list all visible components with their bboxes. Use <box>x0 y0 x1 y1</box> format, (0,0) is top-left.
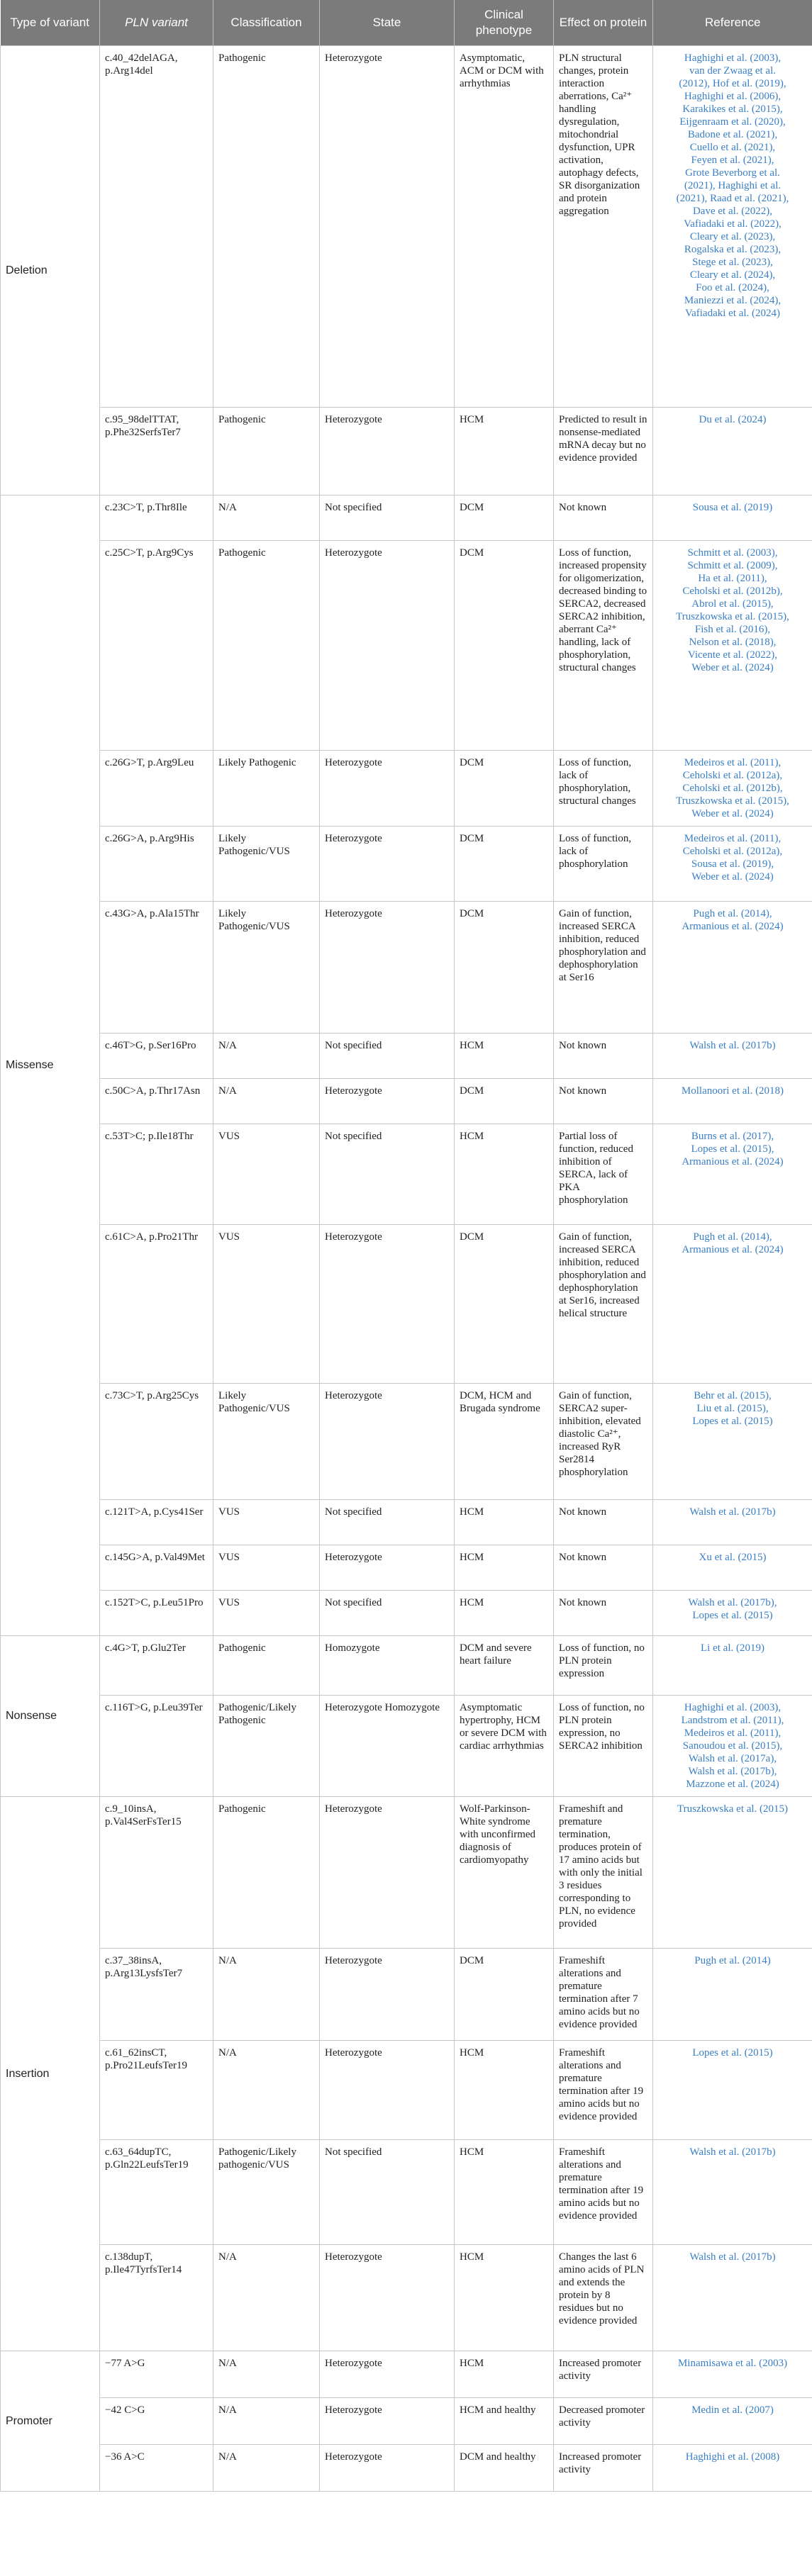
state-cell: Heterozygote <box>320 1079 455 1124</box>
pln-variant-cell: c.138dupT, p.Ile47TyrfsTer14 <box>100 2245 213 2351</box>
reference-link[interactable]: Pugh et al. (2014), <box>693 1231 772 1243</box>
clinical-phenotype-cell: DCM <box>455 495 554 541</box>
state-cell: Heterozygote <box>320 1384 455 1500</box>
effect-on-protein-cell: Frameshift alterations and premature termination after 19 amino acids but no evidence provided <box>554 2041 653 2140</box>
clinical-phenotype-cell: HCM <box>455 2140 554 2245</box>
reference-cell <box>653 1079 812 1124</box>
reference-cell <box>653 495 812 541</box>
reference-link[interactable]: Armanious et al. (2024) <box>682 921 784 932</box>
clinical-phenotype-cell: DCM and severe heart failure <box>455 1636 554 1696</box>
clinical-phenotype-cell: HCM <box>455 1545 554 1591</box>
header-reference: Reference <box>653 0 812 46</box>
reference-link[interactable]: Landstrom et al. (2011), <box>681 1715 784 1726</box>
classification-cell: Pathogenic <box>213 408 320 495</box>
reference-cell <box>653 1591 812 1636</box>
reference-link[interactable]: Medeiros et al. (2011), <box>684 833 782 844</box>
pln-variant-cell: c.121T>A, p.Cys41Ser <box>100 1500 213 1545</box>
header-state: State <box>320 0 455 46</box>
reference-link[interactable]: Weber et al. (2024) <box>691 871 774 883</box>
reference-cell <box>653 1384 812 1500</box>
reference-link[interactable]: Truszkowska et al. (2015), <box>676 611 789 622</box>
effect-on-protein-cell: Not known <box>554 1545 653 1591</box>
state-cell: Heterozygote <box>320 2398 455 2445</box>
reference-link[interactable]: Walsh et al. (2017b) <box>689 1040 776 1051</box>
state-cell: Heterozygote <box>320 1797 455 1949</box>
reference-link[interactable]: Vafiadaki et al. (2022), <box>684 218 782 230</box>
table-row <box>1 495 812 541</box>
table-row <box>1 2245 812 2351</box>
state-cell: Heterozygote <box>320 1545 455 1591</box>
reference-link[interactable]: Medeiros et al. (2011), <box>684 1727 782 1739</box>
table-row <box>1 2140 812 2245</box>
reference-link[interactable]: Mazzone et al. (2024) <box>686 1779 779 1790</box>
clinical-phenotype-cell: HCM <box>455 2245 554 2351</box>
classification-cell: N/A <box>213 2245 320 2351</box>
pln-variant-cell: c.26G>A, p.Arg9His <box>100 827 213 902</box>
effect-on-protein-cell: Decreased promoter activity <box>554 2398 653 2445</box>
reference-cell <box>653 1696 812 1797</box>
pln-variant-cell: c.46T>G, p.Ser16Pro <box>100 1034 213 1079</box>
reference-link[interactable]: Lopes et al. (2015) <box>692 1416 773 1427</box>
classification-cell: VUS <box>213 1124 320 1225</box>
reference-link[interactable]: Behr et al. (2015), <box>694 1390 772 1401</box>
classification-cell: Pathogenic <box>213 1636 320 1696</box>
state-cell: Homozygote <box>320 1636 455 1696</box>
classification-cell: Likely Pathogenic/VUS <box>213 827 320 902</box>
reference-link[interactable]: Du et al. (2024) <box>699 414 767 425</box>
reference-link[interactable]: Karakikes et al. (2015), <box>682 103 783 115</box>
pln-variant-cell: c.26G>T, p.Arg9Leu <box>100 751 213 827</box>
effect-on-protein-cell: Not known <box>554 495 653 541</box>
pln-variant-cell: c.23C>T, p.Thr8Ile <box>100 495 213 541</box>
reference-link[interactable]: Schmitt et al. (2009), <box>687 560 778 571</box>
reference-link[interactable]: Fish et al. (2016), <box>694 624 771 635</box>
reference-link[interactable]: Ha et al. (2011), <box>698 573 767 584</box>
header-classification: Classification <box>213 0 320 46</box>
reference-link[interactable]: Walsh et al. (2017b) <box>689 1506 776 1518</box>
reference-link[interactable]: Stege et al. (2023), <box>692 257 773 268</box>
effect-on-protein-cell: Loss of function, increased propensity for oligomerization, decreased binding to SERCA2, decreased SERCA2 inhibition, aberrant Ca²⁺ handling, lack of phosphorylation, structural changes <box>554 541 653 751</box>
pln-variant-cell: −77 A>G <box>100 2351 213 2398</box>
effect-on-protein-cell: Not known <box>554 1034 653 1079</box>
clinical-phenotype-cell: Asymptomatic hypertrophy, HCM or severe DCM with cardiac arrhythmias <box>455 1696 554 1797</box>
reference-link[interactable]: Xu et al. (2015) <box>699 1552 767 1563</box>
reference-link[interactable]: van der Zwaag et al. <box>689 65 777 77</box>
classification-cell: VUS <box>213 1545 320 1591</box>
reference-cell <box>653 1545 812 1591</box>
reference-link[interactable]: Vicente et al. (2022), <box>687 649 778 661</box>
effect-on-protein-cell: Not known <box>554 1591 653 1636</box>
clinical-phenotype-cell: Asymptomatic, ACM or DCM with arrhythmias <box>455 46 554 408</box>
reference-link[interactable]: Medeiros et al. (2011), <box>684 757 782 768</box>
clinical-phenotype-cell: DCM <box>455 751 554 827</box>
effect-on-protein-cell: Frameshift alterations and premature termination after 7 amino acids but no evidence provided <box>554 1949 653 2041</box>
pln-variant-cell: c.73C>T, p.Arg25Cys <box>100 1384 213 1500</box>
table-row <box>1 2351 812 2398</box>
table-row <box>1 1696 812 1797</box>
pln-variant-cell: c.9_10insA, p.Val4SerFsTer15 <box>100 1797 213 1949</box>
effect-on-protein-cell: Partial loss of function, reduced inhibition of SERCA, lack of PKA phosphorylation <box>554 1124 653 1225</box>
reference-link[interactable]: (2012), Hof et al. (2019), <box>679 78 786 89</box>
classification-cell: N/A <box>213 2398 320 2445</box>
state-cell: Heterozygote <box>320 408 455 495</box>
pln-variant-cell: c.116T>G, p.Leu39Ter <box>100 1696 213 1797</box>
reference-cell <box>653 1034 812 1079</box>
effect-on-protein-cell: Frameshift alterations and premature termination after 19 amino acids but no evidence provided <box>554 2140 653 2245</box>
effect-on-protein-cell: Gain of function, SERCA2 super-inhibition, elevated diastolic Ca²⁺, increased RyR Ser2814 phosphorylation <box>554 1384 653 1500</box>
classification-cell: VUS <box>213 1225 320 1384</box>
effect-on-protein-cell: PLN structural changes, protein interaction aberrations, Ca²⁺ handling dysregulation, mitochondrial dysfunction, UPR activation, autophagy defects, SR disorganization and protein aggregation <box>554 46 653 408</box>
classification-cell: Likely Pathogenic/VUS <box>213 902 320 1034</box>
classification-cell: Likely Pathogenic <box>213 751 320 827</box>
reference-link[interactable]: Armanious et al. (2024) <box>682 1156 784 1167</box>
clinical-phenotype-cell: DCM <box>455 1079 554 1124</box>
reference-link[interactable]: Rogalska et al. (2023), <box>684 244 782 255</box>
clinical-phenotype-cell: DCM <box>455 541 554 751</box>
reference-link[interactable]: Walsh et al. (2017a), <box>688 1753 777 1764</box>
classification-cell: N/A <box>213 495 320 541</box>
reference-cell <box>653 1797 812 1949</box>
reference-link[interactable]: Walsh et al. (2017b) <box>689 2146 776 2158</box>
table-row <box>1 1636 812 1696</box>
reference-link[interactable]: Cleary et al. (2023), <box>689 231 776 242</box>
reference-link[interactable]: Lopes et al. (2015), <box>691 1143 774 1155</box>
effect-on-protein-cell: Loss of function, lack of phosphorylation <box>554 827 653 902</box>
reference-link[interactable]: Li et al. (2019) <box>701 1642 764 1654</box>
classification-cell: N/A <box>213 1034 320 1079</box>
table-row <box>1 2041 812 2140</box>
reference-cell <box>653 902 812 1034</box>
reference-link[interactable]: Badone et al. (2021), <box>687 129 778 140</box>
effect-on-protein-cell: Changes the last 6 amino acids of PLN and extends the protein by 8 residues but no evidence provided <box>554 2245 653 2351</box>
reference-link[interactable]: Pugh et al. (2014) <box>694 1955 771 1966</box>
pln-variant-cell: c.61_62insCT, p.Pro21LeufsTer19 <box>100 2041 213 2140</box>
state-cell: Heterozygote <box>320 2351 455 2398</box>
state-cell: Not specified <box>320 495 455 541</box>
state-cell: Not specified <box>320 1500 455 1545</box>
reference-link[interactable]: Ceholski et al. (2012a), <box>682 846 783 857</box>
variant-type-cell: Deletion <box>1 46 100 495</box>
state-cell: Not specified <box>320 1591 455 1636</box>
table-row <box>1 2398 812 2445</box>
header-pln-variant: PLN variant <box>100 0 213 46</box>
state-cell: Heterozygote <box>320 1225 455 1384</box>
state-cell: Not specified <box>320 2140 455 2245</box>
effect-on-protein-cell: Not known <box>554 1079 653 1124</box>
reference-cell <box>653 827 812 902</box>
table-row <box>1 1124 812 1225</box>
reference-cell <box>653 2445 812 2492</box>
pln-variant-cell: c.152T>C, p.Leu51Pro <box>100 1591 213 1636</box>
clinical-phenotype-cell: DCM <box>455 1225 554 1384</box>
header-effect-on-protein: Effect on protein <box>554 0 653 46</box>
reference-cell <box>653 1500 812 1545</box>
clinical-phenotype-cell: HCM <box>455 1500 554 1545</box>
clinical-phenotype-cell: DCM <box>455 1949 554 2041</box>
reference-link[interactable]: Walsh et al. (2017b) <box>689 2251 776 2263</box>
state-cell: Heterozygote <box>320 902 455 1034</box>
reference-link[interactable]: Sousa et al. (2019) <box>692 502 773 513</box>
header-type-of-variant: Type of variant <box>1 0 100 46</box>
clinical-phenotype-cell: Wolf-Parkinson-White syndrome with unconfirmed diagnosis of cardiomyopathy <box>455 1797 554 1949</box>
pln-variant-cell: c.95_98delTTAT, p.Phe32SerfsTer7 <box>100 408 213 495</box>
effect-on-protein-cell: Loss of function, lack of phosphorylation, structural changes <box>554 751 653 827</box>
reference-link[interactable]: Feyen et al. (2021), <box>691 155 774 166</box>
table-row <box>1 1500 812 1545</box>
reference-link[interactable]: Foo et al. (2024), <box>696 282 769 293</box>
table-row <box>1 46 812 408</box>
state-cell: Heterozygote <box>320 1949 455 2041</box>
table-row <box>1 1797 812 1949</box>
clinical-phenotype-cell: HCM <box>455 2351 554 2398</box>
table-row <box>1 1384 812 1500</box>
table-row <box>1 1034 812 1079</box>
table-row <box>1 1591 812 1636</box>
classification-cell: N/A <box>213 2351 320 2398</box>
reference-link[interactable]: Ceholski et al. (2012b), <box>682 586 783 597</box>
table-row <box>1 1545 812 1591</box>
state-cell: Heterozygote <box>320 2041 455 2140</box>
table-row <box>1 827 812 902</box>
reference-link[interactable]: Liu et al. (2015), <box>696 1403 769 1414</box>
classification-cell: N/A <box>213 2041 320 2140</box>
pln-variant-cell: c.50C>A, p.Thr17Asn <box>100 1079 213 1124</box>
variant-type-cell: Nonsense <box>1 1636 100 1797</box>
classification-cell: Pathogenic <box>213 46 320 408</box>
variant-type-cell: Missense <box>1 495 100 1636</box>
pln-variant-cell: c.61C>A, p.Pro21Thr <box>100 1225 213 1384</box>
reference-link[interactable]: Lopes et al. (2015) <box>692 2047 773 2059</box>
reference-cell <box>653 46 812 408</box>
reference-link[interactable]: Burns et al. (2017), <box>691 1131 774 1142</box>
header-row <box>1 0 812 46</box>
classification-cell: Pathogenic/Likely pathogenic/VUS <box>213 2140 320 2245</box>
reference-link[interactable]: (2021), Haghighi et al. <box>684 180 782 191</box>
reference-cell <box>653 751 812 827</box>
pln-variant-cell: c.43G>A, p.Ala15Thr <box>100 902 213 1034</box>
pln-variant-cell: c.4G>T, p.Glu2Ter <box>100 1636 213 1696</box>
state-cell: Not specified <box>320 1124 455 1225</box>
table-row <box>1 2445 812 2492</box>
table-row <box>1 751 812 827</box>
pln-variant-cell: c.53T>C; p.Ile18Thr <box>100 1124 213 1225</box>
reference-link[interactable]: Cuello et al. (2021), <box>689 142 776 153</box>
reference-cell <box>653 2140 812 2245</box>
reference-link[interactable]: Ceholski et al. (2012b), <box>682 783 783 794</box>
reference-cell <box>653 2245 812 2351</box>
table-row <box>1 541 812 751</box>
clinical-phenotype-cell: DCM and healthy <box>455 2445 554 2492</box>
reference-link[interactable]: Nelson et al. (2018), <box>689 637 777 648</box>
reference-link[interactable]: Truszkowska et al. (2015), <box>676 795 789 807</box>
classification-cell: N/A <box>213 1949 320 2041</box>
classification-cell: Pathogenic <box>213 541 320 751</box>
table-body <box>1 46 812 2492</box>
reference-link[interactable]: Pugh et al. (2014), <box>693 908 772 919</box>
reference-link[interactable]: Weber et al. (2024) <box>691 662 774 673</box>
effect-on-protein-cell: Loss of function, no PLN protein expression, no SERCA2 inhibition <box>554 1696 653 1797</box>
reference-link[interactable]: Eijgenraam et al. (2020), <box>679 116 786 128</box>
effect-on-protein-cell: Increased promoter activity <box>554 2351 653 2398</box>
reference-link[interactable]: Medin et al. (2007) <box>691 2404 774 2416</box>
reference-link[interactable]: Walsh et al. (2017b), <box>688 1766 777 1777</box>
clinical-phenotype-cell: HCM and healthy <box>455 2398 554 2445</box>
effect-on-protein-cell: Gain of function, increased SERCA inhibition, reduced phosphorylation and dephosphorylation at Ser16, increased helical structure <box>554 1225 653 1384</box>
clinical-phenotype-cell: HCM <box>455 1034 554 1079</box>
state-cell: Not specified <box>320 1034 455 1079</box>
reference-link[interactable]: Grote Beverborg et al. <box>685 167 780 179</box>
reference-cell <box>653 541 812 751</box>
clinical-phenotype-cell: DCM <box>455 902 554 1034</box>
reference-cell <box>653 1949 812 2041</box>
clinical-phenotype-cell: HCM <box>455 2041 554 2140</box>
reference-link[interactable]: Abrol et al. (2015), <box>691 598 774 610</box>
effect-on-protein-cell: Predicted to result in nonsense-mediated mRNA decay but no evidence provided <box>554 408 653 495</box>
reference-link[interactable]: Haghighi et al. (2008) <box>685 2451 780 2463</box>
reference-cell <box>653 1636 812 1696</box>
reference-link[interactable]: Haghighi et al. (2003), <box>684 1702 782 1713</box>
state-cell: Heterozygote <box>320 751 455 827</box>
table-row <box>1 1949 812 2041</box>
reference-link[interactable]: Minamisawa et al. (2003) <box>677 2358 788 2369</box>
classification-cell: N/A <box>213 1079 320 1124</box>
table-row <box>1 1079 812 1124</box>
reference-link[interactable]: Sousa et al. (2019), <box>691 858 774 870</box>
table-row <box>1 408 812 495</box>
clinical-phenotype-cell: DCM, HCM and Brugada syndrome <box>455 1384 554 1500</box>
pln-variant-cell: c.40_42delAGA, p.Arg14del <box>100 46 213 408</box>
reference-link[interactable]: Armanious et al. (2024) <box>682 1244 784 1255</box>
effect-on-protein-cell: Loss of function, no PLN protein expression <box>554 1636 653 1696</box>
reference-link[interactable]: Schmitt et al. (2003), <box>687 547 778 559</box>
classification-cell: VUS <box>213 1591 320 1636</box>
classification-cell: Likely Pathogenic/VUS <box>213 1384 320 1500</box>
state-cell: Heterozygote Homozygote <box>320 1696 455 1797</box>
clinical-phenotype-cell: HCM <box>455 1124 554 1225</box>
reference-link[interactable]: Haghighi et al. (2006), <box>684 91 782 102</box>
variant-type-cell: Insertion <box>1 1797 100 2351</box>
reference-link[interactable]: Truszkowska et al. (2015) <box>677 1803 789 1815</box>
reference-link[interactable]: Sanoudou et al. (2015), <box>682 1740 783 1752</box>
reference-link[interactable]: Maniezzi et al. (2024), <box>684 295 782 306</box>
pln-variant-cell: c.37_38insA, p.Arg13LysfsTer7 <box>100 1949 213 2041</box>
reference-link[interactable]: Vafiadaki et al. (2024) <box>684 308 781 319</box>
classification-cell: VUS <box>213 1500 320 1545</box>
reference-link[interactable]: Haghighi et al. (2003), <box>684 52 782 64</box>
pln-variant-cell: −42 C>G <box>100 2398 213 2445</box>
reference-cell <box>653 1124 812 1225</box>
effect-on-protein-cell: Increased promoter activity <box>554 2445 653 2492</box>
state-cell: Heterozygote <box>320 46 455 408</box>
pln-variant-cell: c.25C>T, p.Arg9Cys <box>100 541 213 751</box>
reference-cell <box>653 2351 812 2398</box>
clinical-phenotype-cell: DCM <box>455 827 554 902</box>
reference-link[interactable]: Weber et al. (2024) <box>691 808 774 819</box>
pln-variant-cell: −36 A>C <box>100 2445 213 2492</box>
effect-on-protein-cell: Gain of function, increased SERCA inhibition, reduced phosphorylation and dephosphorylation at Ser16 <box>554 902 653 1034</box>
clinical-phenotype-cell: HCM <box>455 408 554 495</box>
reference-link[interactable]: Dave et al. (2022), <box>692 206 773 217</box>
effect-on-protein-cell: Not known <box>554 1500 653 1545</box>
reference-link[interactable]: Lopes et al. (2015) <box>692 1610 773 1621</box>
classification-cell: Pathogenic <box>213 1797 320 1949</box>
variant-type-cell: Promoter <box>1 2351 100 2492</box>
classification-cell: N/A <box>213 2445 320 2492</box>
reference-link[interactable]: Ceholski et al. (2012a), <box>682 770 783 781</box>
reference-link[interactable]: Cleary et al. (2024), <box>689 269 776 281</box>
state-cell: Heterozygote <box>320 2245 455 2351</box>
reference-cell <box>653 1225 812 1384</box>
state-cell: Heterozygote <box>320 2445 455 2492</box>
table-row <box>1 902 812 1034</box>
table-row <box>1 1225 812 1384</box>
clinical-phenotype-cell: HCM <box>455 1591 554 1636</box>
state-cell: Heterozygote <box>320 541 455 751</box>
reference-cell <box>653 408 812 495</box>
reference-link[interactable]: Mollanoori et al. (2018) <box>681 1085 784 1097</box>
header-clinical-phenotype: Clinical phenotype <box>455 0 554 46</box>
pln-variant-cell: c.63_64dupTC, p.Gln22LeufsTer19 <box>100 2140 213 2245</box>
reference-cell <box>653 2041 812 2140</box>
classification-cell: Pathogenic/Likely Pathogenic <box>213 1696 320 1797</box>
effect-on-protein-cell: Frameshift and premature termination, produces protein of 17 amino acids but with only the initial 3 residues corresponding to PLN, no evidence provided <box>554 1797 653 1949</box>
state-cell: Heterozygote <box>320 827 455 902</box>
reference-link[interactable]: Walsh et al. (2017b), <box>688 1597 777 1608</box>
reference-cell <box>653 2398 812 2445</box>
pln-variant-cell: c.145G>A, p.Val49Met <box>100 1545 213 1591</box>
reference-link[interactable]: (2021), Raad et al. (2021), <box>676 193 789 204</box>
